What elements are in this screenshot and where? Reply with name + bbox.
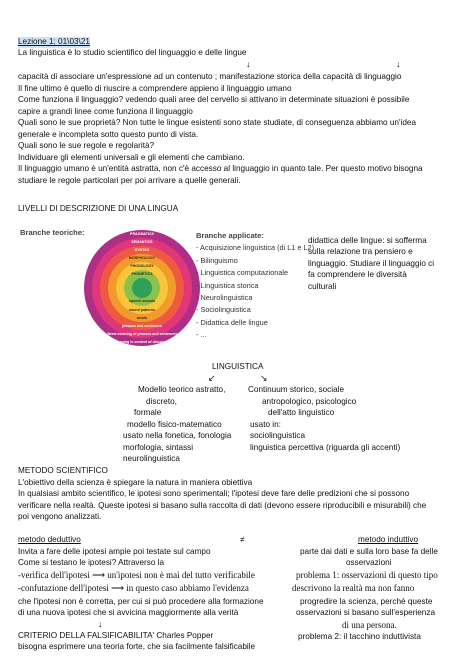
ring-label: SEMANTICS [131,240,153,244]
linguistica-right-line: sociolinguistica [250,431,306,440]
intro-line: Quali sono le sue regole e regolarità? [18,141,155,150]
ring-label: PRAGMATICS [130,232,154,236]
intro-line: La linguistica è lo studio scientifico del linguaggio e delle lingue [18,48,247,57]
ring-label: words [136,316,148,320]
ring-label: PHONOLOGY [130,264,154,268]
linguistica-left-line: neurolinguistica [123,454,180,463]
side-note: culturali [308,282,337,291]
applied-branch-item: - Linguistica storica [196,280,259,290]
induttivo-line: progredire la scienza, perché queste [300,597,433,606]
ring-label: PHONETICS [131,272,153,276]
section-heading: METODO SCIENTIFICO [18,466,108,475]
induttivo-line: di una persona. [342,620,397,630]
metodo-line: L'obiettivo della scienza è spiegare la natura in maniera obiettiva [18,478,253,487]
induttivo-line: problema 1: osservazioni di questo tipo [296,570,438,580]
metodo-line: In qualsiasi ambito scientifico, le ipotesi sono sperimentali; l'ipotesi deve fare delle predizioni che si possono [18,489,410,498]
arrow-down-right-icon: ↘ [260,373,268,383]
arrow-down-left-icon: ↙ [208,373,216,383]
intro-line: Il linguaggio umano è un'entità astratta, non c'è accesso al linguaggio in quanto tale. Per questo motivo bisogna [18,164,423,173]
side-note: didattica delle lingue: si sofferma [308,236,427,245]
deduttivo-line: Come si testano le ipotesi? Attraverso la [18,558,165,567]
intro-line: capacità di associare un'espressione ad un contenuto ; manifestazione storica della capacità di linguaggio [18,72,402,81]
induttivo-line: parte dai dati e sulla loro base fa delle [300,547,438,556]
down-arrow-icon: ↓ [98,619,103,629]
section-heading: LIVELLI DI DESCRIZIONE DI UNA LINGUA [18,204,179,213]
applied-branch-item: - ... [196,330,207,340]
metodo-line: verificare nella realtà. Queste ipotesi si basano sulla raccolta di dati (devono essere riproducibili e misurabili) che [18,501,427,510]
induttivo-line: osservazioni si basano sull'esperienza [296,608,436,617]
linguistica-left-line: morfologia, sintassi [123,443,194,452]
intro-line: Individuare gli elementi universali e gli elementi che cambiano. [18,153,245,162]
linguistica-left-line: formale [134,408,162,417]
applied-branch-item: - Sociolinguistica [196,305,251,315]
applied-branch-item: - Acquisizione linguistica (di L1 e L2) [196,243,315,253]
intro-line: generale e incompleta sotto questo punto di vista. [18,130,199,139]
intro-line: Quali sono le sue proprietà? Non tutte le lingue esistenti sono state studiate, di conseguenza abbiamo un'idea [18,118,417,127]
linguistica-right-line: antropologico, psicologico [262,397,357,406]
ring-label: speech sounds [128,299,156,303]
linguistica-title: LINGUISTICA [212,362,264,371]
ring-label: meaning in context of discourse [114,340,170,344]
deduttivo-title: metodo deduttivo [18,535,81,544]
side-note: sulla relazione tra pensiero e [308,247,413,256]
applied-branches-title: Branche applicate: [196,231,264,240]
intro-line: Il fine ultimo è quello di riuscire a comprendere appieno il linguaggio umano [18,84,292,93]
ring-label: phrases and sentences [122,324,162,328]
ring-label: sound patterns [129,308,155,312]
deduttivo-line: di una nuova ipotesi che si avvicina maggiormente alla verità [18,608,239,617]
lesson-title: Lezione 1: 01\03\21 [18,37,90,46]
theory-branches-title: Branche teoriche: [20,228,85,237]
side-note: fa comprendere le diversità [308,270,407,279]
applied-branch-item: - Neurolinguistica [196,293,253,303]
linguistica-right-line: usato in: [250,420,281,429]
ring-label: SYNTAX [134,248,150,252]
deduttivo-line: -verifica dell'ipotesi ⟶ un'ipotesi non è mai del tutto verificabile [18,570,255,580]
induttivo-line: osservazioni [346,558,392,567]
ring-label: MORPHOLOGY [128,256,156,260]
induttivo-line: problema 2: il tacchino induttivista [298,632,421,641]
deduttivo-line: bisogna esprimere una teoria forte, che sia facilmente falsificabile [18,642,256,651]
intro-line: studiare le regole particolari per poi arrivare a quelle generali. [18,176,241,185]
applied-branch-item: - Didattica delle lingue [196,317,268,327]
side-note: linguaggio. Studiare il linguaggio ci [308,259,435,268]
applied-branch-item: - Bilinguismo [196,255,238,265]
linguistica-right-line: dell'atto linguistico [268,408,335,417]
levels-rings-diagram [84,230,200,346]
intro-line: capire a grandi linee come funziona il linguaggio [18,107,193,116]
linguistica-right-line: Continuum storico, sociale [248,385,345,394]
linguistica-left-line: discreto, [146,397,177,406]
deduttivo-line: -confutazione dell'ipotesi ⟶ in questo caso abbiamo l'evidenza [18,583,249,593]
linguistica-left-line: modello fisico-matematico [127,420,222,429]
induttivo-line: descrivono la realtà ma non fanno [292,583,415,593]
down-arrow-icon: ↓ [246,59,251,69]
deduttivo-line: Invita a fare delle ipotesi ampie poi testate sul campo [18,547,211,556]
linguistica-right-line: linguistica percettiva (riguarda gli accenti) [250,443,401,452]
applied-branch-item: - Linguistica computazionale [196,268,289,278]
intro-line: Come funziona il linguaggio? vedendo quali aree del cervello si attivano in determinate situazioni è possibile [18,95,410,104]
metodo-line: poi vengono analizzati. [18,512,102,521]
applied-branches [196,230,314,342]
not-equal-icon: ≠ [240,535,245,544]
deduttivo-line: che l'ipotesi non è corretta, per cui si può procedere alla formazione [18,597,264,606]
linguistica-left-line: Modello teorico astratto, [138,385,226,394]
deduttivo-line: CRITERIO DELLA FALSIFICABILITA' Charles Popper [18,631,214,640]
down-arrow-icon: ↓ [396,59,401,69]
induttivo-title: metodo induttivo [358,535,419,544]
ring-label: literal meaning of phrases and sentences [106,332,178,336]
linguistica-left-line: usato nella fonetica, fonologia [123,431,232,440]
